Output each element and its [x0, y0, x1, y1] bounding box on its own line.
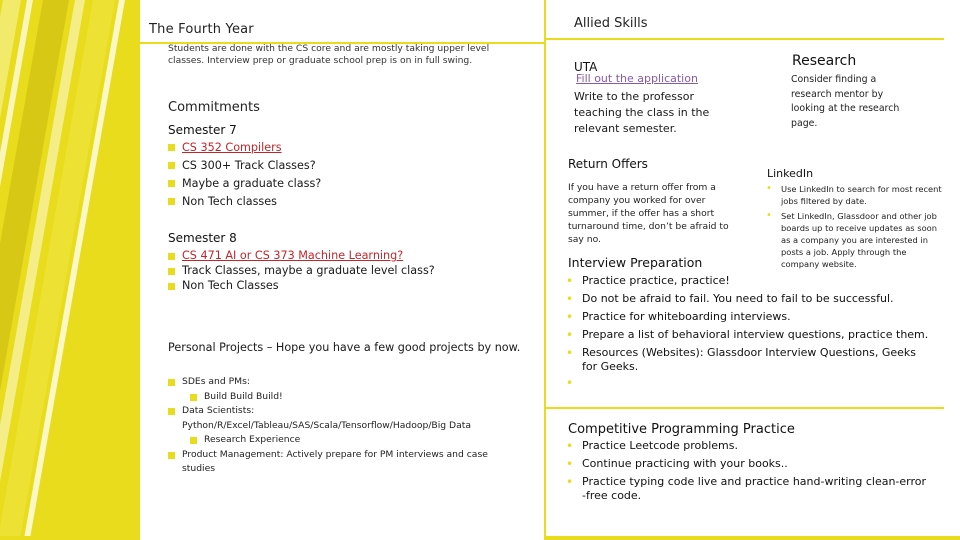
list-item: • Practice Leetcode problems. [566, 437, 944, 455]
empty-bullet [566, 374, 944, 392]
intro-text: Students are done with the CS core and are mostly taking upper level classes. Interview prep or graduate school prep is on in full swing. [168, 43, 490, 66]
list-item: • Practice practice, practice! [566, 272, 944, 290]
decorative-yellow-frame [0, 0, 140, 540]
list-item [168, 139, 321, 157]
list-item: • Practice typing code live and practice hand-writing clean-error [566, 473, 944, 491]
allied-skills-underline [546, 38, 944, 40]
list-item [168, 248, 435, 263]
list-subitem: Research Experience [168, 433, 513, 448]
list-item-continuation: for Geeks. [582, 360, 639, 373]
semester-7-heading: Semester 7 [168, 123, 237, 137]
linkedin-heading: LinkedIn [767, 167, 814, 180]
competitive-programming-list [566, 437, 944, 503]
course-cs352: CS 352 Compilers [182, 141, 282, 154]
semester-8-list [168, 248, 435, 293]
competitive-divider [546, 407, 944, 409]
list-item: • Do not be afraid to fail. You need to fail to be successful. [566, 290, 944, 308]
panel-divider [544, 0, 546, 540]
list-subitem: Build Build Build! [168, 390, 513, 405]
list-item: • Continue practicing with your books.. [566, 455, 944, 473]
list-item: Track Classes, maybe a graduate level class? [168, 263, 435, 278]
semester-8-heading: Semester 8 [168, 231, 237, 245]
research-body: Consider finding a research mentor by looking at the research page. [791, 74, 900, 129]
list-item: • Resources (Websites): Glassdoor Interview Questions, Geeks [566, 344, 944, 362]
panel-title: The Fourth Year [149, 22, 254, 37]
competitive-programming-heading: Competitive Programming Practice [568, 422, 795, 437]
return-offers-heading: Return Offers [568, 157, 648, 171]
uta-heading: UTA [574, 60, 598, 74]
list-item: • Prepare a list of behavioral interview questions, practice them. [566, 326, 944, 344]
list-item: • Use LinkedIn to search for most recent jobs filtered by date. [766, 183, 946, 207]
interview-prep-heading: Interview Preparation [568, 255, 703, 270]
personal-projects-heading: Personal Projects – Hope you have a few good projects by now. [168, 341, 521, 354]
linkedin-list [766, 183, 946, 273]
roles-list [168, 375, 513, 477]
list-item: • Set LinkedIn, Glassdoor and other job boards up to receive updates as soon as a company you are interested in posts a job. Apply through the company website. [766, 210, 946, 270]
list-item: SDEs and PMs: [168, 375, 513, 390]
research-heading: Research [792, 53, 857, 69]
semester-7-list [168, 139, 321, 211]
list-item: Non Tech classes [168, 193, 321, 211]
list-item: Data Scientists: Python/R/Excel/Tableau/SAS/Scala/Tensorflow/Hadoop/Big Data [168, 404, 513, 433]
return-offers-body: If you have a return offer from a company you worked for over summer, if the offer has a short turnaround time, don’t be afraid to say no. [568, 182, 729, 245]
uta-body: Write to the professor teaching the class in the relevant semester. [574, 90, 710, 135]
list-item: Maybe a graduate class? [168, 175, 321, 193]
list-item-continuation: -free code. [582, 489, 642, 502]
commitments-heading: Commitments [168, 100, 260, 115]
interview-prep-list [566, 272, 944, 392]
list-item: • Practice for whiteboarding interviews. [566, 308, 944, 326]
fourth-year-panel [140, 0, 544, 540]
list-item: Product Management: Actively prepare for PM interviews and case studies [168, 448, 513, 477]
allied-skills-title: Allied Skills [574, 16, 648, 31]
course-cs471-cs373: CS 471 AI or CS 373 Machine Learning? [182, 249, 404, 262]
uta-application-link[interactable]: Fill out the application [576, 72, 698, 85]
list-item: CS 300+ Track Classes? [168, 157, 321, 175]
list-item: Non Tech Classes [168, 278, 435, 293]
